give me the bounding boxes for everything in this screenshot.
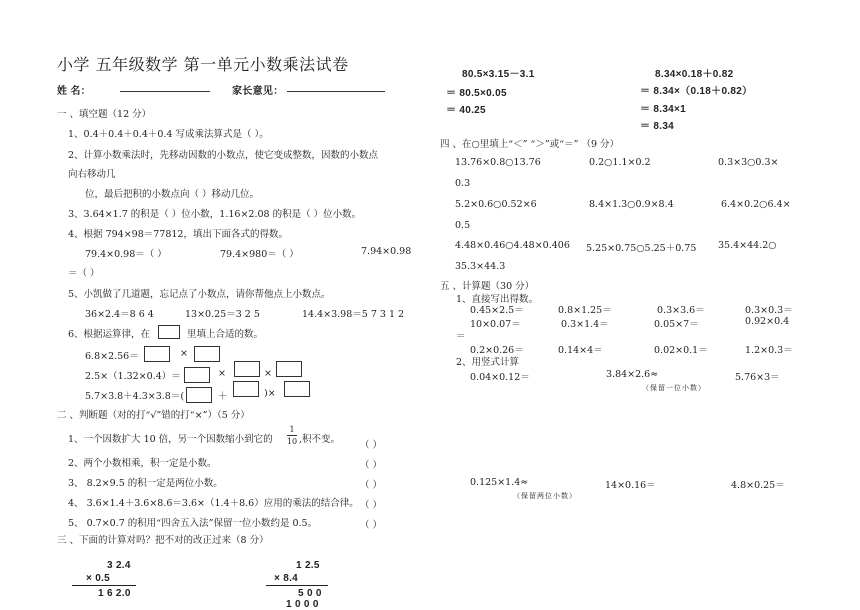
s1-q6-pre: 6、根据运算律，在 — [68, 329, 151, 340]
s4-r3-c1: 4.48×0.46○4.48×0.406 — [455, 240, 570, 251]
s4-r1-c3: 0.3×3○0.3× — [718, 157, 779, 168]
s4-r2-wrap: 0.5 — [455, 220, 471, 231]
s5-d1-c2: 0.8×1.25＝ — [558, 305, 612, 316]
calc-left-3: ＝ 40.25 — [446, 105, 486, 116]
s1-q6a: 6.8×2.56＝ — [85, 351, 139, 362]
answer-box[interactable] — [184, 367, 210, 383]
s4-r2-c2: 8.4×1.3○0.9×8.4 — [589, 199, 674, 210]
calc2-line4: 1 0 0 0 — [286, 599, 319, 610]
s4-heading: 四 、在○里填上“＜” “＞”或“＝” （9 分） — [440, 139, 620, 150]
answer-box[interactable] — [234, 361, 260, 377]
calc-right-2: ＝ 8.34×（0.18＋0.82） — [640, 86, 753, 97]
fraction-numerator: 1 — [289, 425, 295, 434]
s4-r3-wrap: 35.3×44.3 — [455, 261, 506, 272]
s5-v1-c1: 0.04×0.12＝ — [470, 372, 530, 383]
s1-q2c: 位，最后把积的小数点向（ ）移动几位。 — [85, 189, 260, 200]
s4-r1-wrap: 0.3 — [455, 178, 471, 189]
s5-sub1: 1、直接写出得数。 — [456, 294, 539, 305]
fraction-bar — [287, 435, 297, 436]
s1-q3: 3、3.64×1.7 的积是（ ）位小数，1.16×2.08 的积是（ ）位小数。 — [68, 209, 362, 220]
parent-label: 家长意见： — [232, 86, 284, 97]
s2-q1-pre: 1、一个因数扩大 10 倍，另一个因数缩小到它的 — [68, 434, 273, 445]
s1-q5a: 36×2.4＝8 6 4 — [85, 309, 154, 320]
s4-r1-c2: 0.2○1.1×0.2 — [589, 157, 651, 168]
s5-d3-c1: 0.2×0.26＝ — [470, 345, 524, 356]
s2-q2: 2、两个小数相乘，积一定是小数。 — [68, 458, 217, 469]
answer-box[interactable] — [233, 381, 259, 397]
parent-blank[interactable] — [287, 81, 385, 92]
s5-v2-c1: 0.125×1.4≈ — [470, 477, 529, 488]
s1-heading: 一 、填空题（12 分） — [57, 109, 152, 120]
s1-q4a: 79.4×0.98＝（ ） — [85, 249, 167, 260]
note-one-decimal: （保留一位小数） — [642, 384, 706, 392]
s5-d2-c4: 0.92×0.4 — [745, 316, 790, 327]
answer-box[interactable] — [284, 381, 310, 397]
name-label: 姓 名： — [57, 86, 91, 97]
calc2-rule — [266, 585, 328, 586]
s1-q1: 1、0.4＋0.4＋0.4＋0.4 写成乘法算式是（ ）。 — [68, 129, 269, 140]
s1-q6-post: 里填上合适的数。 — [187, 329, 264, 340]
s5-v1-c2: 3.84×2.6≈ — [606, 369, 659, 380]
calc2-line2: × 8.4 — [274, 573, 299, 584]
s1-q5: 5、小凯做了几道题，忘记点了小数点，请你帮他点上小数点。 — [68, 289, 331, 300]
s2-q5: 5、 0.7×0.7 的积用“四舍五入法”保留一位小数约是 0.5。 — [68, 518, 318, 529]
s5-v2-c3: 4.8×0.25＝ — [731, 480, 785, 491]
calc1-line1: 3 2.4 — [107, 560, 131, 571]
s5-d2-c3: 0.05×7＝ — [654, 319, 699, 330]
sample-box — [158, 325, 180, 339]
judge-paren[interactable]: （ ） — [360, 460, 383, 471]
s5-v2-c2: 14×0.16＝ — [605, 480, 656, 491]
fraction-denominator: 10 — [286, 437, 298, 446]
s1-q5c: 14.4×3.98＝5 7 3 1 2 — [302, 309, 405, 320]
answer-box[interactable] — [276, 361, 302, 377]
s2-q4: 4、 3.6×1.4＋3.6×8.6＝3.6×（1.4＋8.6）应用的乘法的结合律。 — [68, 498, 359, 509]
times-sign: × — [264, 368, 272, 379]
answer-box[interactable] — [194, 346, 220, 362]
s3-heading: 三 、下面的计算对吗？把不对的改正过来（8 分） — [57, 535, 269, 546]
page-title: 小学 五年级数学 第一单元小数乘法试卷 — [57, 55, 349, 74]
s1-q6c: 5.7×3.8＋4.3×3.8＝( — [85, 391, 185, 402]
calc1-line2: × 0.5 — [86, 573, 111, 584]
s1-q4b: 79.4×980＝（ ） — [220, 249, 299, 260]
s5-v1-c3: 5.76×3＝ — [735, 372, 780, 383]
s1-q4: 4、根据 794×98＝77812，填出下面各式的得数。 — [68, 229, 288, 240]
s2-q1-post: ,积不变。 — [299, 434, 341, 445]
s5-d1-c1: 0.45×2.5＝ — [470, 305, 524, 316]
calc2-line1: 1 2.5 — [296, 560, 320, 571]
name-blank[interactable] — [120, 81, 210, 92]
judge-paren[interactable]: （ ） — [360, 500, 383, 511]
judge-paren[interactable]: （ ） — [360, 480, 383, 491]
s5-d1-c4: 0.3×0.3＝ — [745, 305, 793, 316]
calc-left-2: ＝ 80.5×0.05 — [446, 88, 507, 99]
s4-r2-c3: 6.4×0.2○6.4× — [721, 199, 791, 210]
judge-paren[interactable]: （ ） — [360, 440, 383, 451]
s5-d2-c2: 0.3×1.4＝ — [561, 319, 609, 330]
answer-box[interactable] — [144, 346, 170, 362]
s4-r3-c3: 35.4×44.2○ — [718, 240, 777, 251]
s1-q4d: ＝（ ） — [68, 268, 100, 279]
answer-box[interactable] — [186, 387, 212, 403]
calc1-line3: 1 6 2.0 — [98, 588, 131, 599]
calc-left-1: 80.5×3.15－3.1 — [462, 69, 535, 80]
s5-d3-c4: 1.2×0.3＝ — [745, 345, 793, 356]
times-sign: × — [180, 348, 188, 359]
calc-right-4: ＝ 8.34 — [640, 121, 675, 132]
calc1-rule — [72, 585, 136, 586]
s2-q3: 3、 8.2×9.5 的积一定是两位小数。 — [68, 478, 223, 489]
calc2-line3: 5 0 0 — [298, 588, 322, 599]
s5-d3-c3: 0.02×0.1＝ — [654, 345, 708, 356]
s5-d1-c3: 0.3×3.6＝ — [657, 305, 705, 316]
close-times: )× — [264, 388, 276, 399]
s1-q6b: 2.5×（1.32×0.4）＝ — [85, 371, 181, 382]
s5-sub2: 2、用竖式计算 — [456, 357, 520, 368]
plus-sign: ＋ — [218, 391, 228, 402]
calc-right-3: ＝ 8.34×1 — [640, 104, 687, 115]
s1-q2b: 向右移动几 — [68, 169, 116, 180]
s4-r3-c2: 5.25×0.75○5.25＋0.75 — [586, 243, 697, 254]
judge-paren[interactable]: （ ） — [360, 520, 383, 531]
s5-d2-c1: 10×0.07＝ — [470, 319, 521, 330]
s2-heading: 二 、判断题（对的打“√”错的打“×”）（5 分） — [57, 410, 250, 421]
s4-r2-c1: 5.2×0.6○0.52×6 — [455, 199, 537, 210]
calc-right-1: 8.34×0.18＋0.82 — [655, 69, 734, 80]
s4-r1-c1: 13.76×0.8○13.76 — [455, 157, 541, 168]
s5-heading: 五 、计算题（30 分） — [440, 281, 535, 292]
s5-d3-c2: 0.14×4＝ — [558, 345, 603, 356]
s1-q4c: 7.94×0.98 — [361, 246, 412, 257]
note-two-decimal: （保留两位小数） — [513, 492, 577, 500]
times-sign: × — [218, 368, 226, 379]
s1-q5b: 13×0.25＝3 2 5 — [185, 309, 260, 320]
s1-q2a: 2、计算小数乘法时，先移动因数的小数点，使它变成整数，因数的小数点 — [68, 150, 379, 161]
s5-d1-wrap: ＝ — [456, 331, 466, 342]
